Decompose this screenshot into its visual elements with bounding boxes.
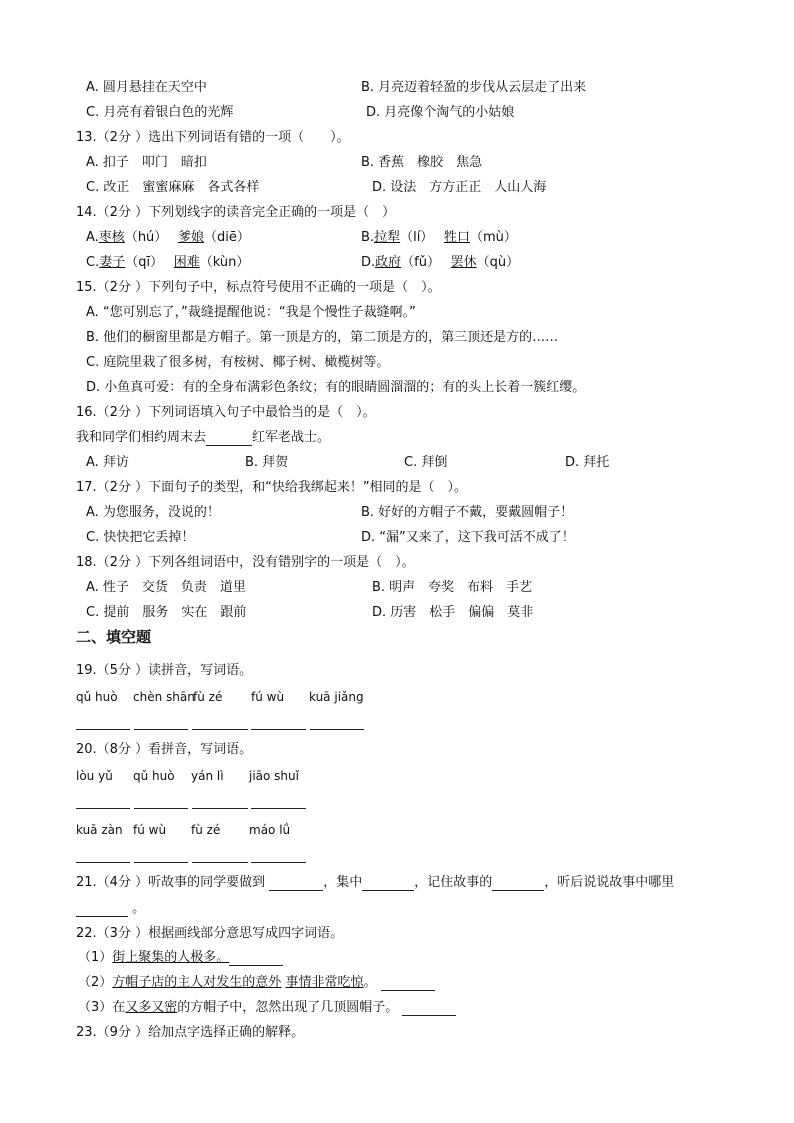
answer-line[interactable]: [134, 808, 188, 809]
item-number: （1）: [78, 950, 113, 965]
answer-line[interactable]: [310, 729, 364, 730]
q13-option-a[interactable]: A. 扣子 叩门 暗扣: [86, 155, 207, 170]
q19-pinyin-1: qǔ huò: [76, 690, 118, 704]
q20-pinyin-3: yán lì: [191, 769, 224, 783]
pinyin: （mù）: [469, 230, 517, 245]
option-letter: D.: [361, 255, 376, 270]
q17-option-d[interactable]: D. “漏”又来了，这下我可活不成了！: [361, 530, 575, 545]
q19-pinyin-2: chèn shān: [133, 690, 195, 704]
underlined-text: 街上聚集的人极多。: [112, 950, 230, 965]
q13-stem: 13.（2分 ）选出下列词语有错的一项（ ）。: [76, 130, 350, 145]
answer-line[interactable]: [134, 729, 188, 730]
q14-option-c[interactable]: [86, 255, 249, 271]
pinyin: （qī）: [125, 255, 174, 270]
q20-pinyin-5: kuā zàn: [76, 823, 123, 837]
q18-stem: 18.（2分 ）下列各组词语中，没有错别字的一项是（ ）。: [76, 555, 415, 570]
q20-pinyin-2: qǔ huò: [133, 769, 175, 783]
q21-text-4: ，听后说说故事中哪里: [544, 875, 675, 890]
q17-option-a[interactable]: A. 为您服务，没说的！: [86, 505, 220, 520]
item-number: （2）: [78, 975, 113, 990]
q13-option-c[interactable]: C. 改正 蜜蜜麻麻 各式各样: [86, 180, 260, 195]
section-heading-fill-in: 二、填空题: [76, 628, 152, 646]
option-letter: A.: [86, 230, 99, 245]
q20-pinyin-4: jiāo shuǐ: [249, 769, 299, 783]
answer-line[interactable]: [76, 862, 130, 863]
q20-pinyin-6: fú wù: [133, 823, 167, 837]
q23-stem: 23.（9分 ）给加点字选择正确的解释。: [76, 1025, 305, 1040]
underlined-text: 方帽子店的主人对发生的意外: [112, 975, 282, 990]
answer-blank[interactable]: [269, 877, 323, 891]
answer-blank[interactable]: [229, 952, 283, 966]
q14-stem: 14.（2分 ）下列划线字的读音完全正确的一项是（ ）: [76, 205, 396, 220]
underlined-word: 困难: [173, 255, 200, 270]
sentence-rest: 的方帽子中，忽然出现了几顶圆帽子。: [177, 1000, 399, 1015]
q14-option-d[interactable]: [361, 255, 519, 271]
q21-text-1: 21.（4分 ）听故事的同学要做到: [76, 875, 266, 890]
pinyin: （kùn）: [199, 255, 250, 270]
q22-item-1: [78, 950, 283, 966]
answer-blank[interactable]: [362, 877, 414, 891]
q22-item-3: [78, 1000, 456, 1016]
q21-line-1: [76, 875, 674, 891]
sentence-end: 红军老战士。: [252, 430, 331, 445]
option-letter: C.: [86, 255, 100, 270]
answer-line[interactable]: [76, 729, 130, 730]
underlined-word: 牲口: [443, 230, 470, 245]
underlined-text: 又多又密: [125, 1000, 178, 1015]
q12-option-c[interactable]: C. 月亮有着银白色的光辉: [86, 105, 234, 120]
q21-text-2: ，集中: [323, 875, 363, 890]
answer-line[interactable]: [251, 729, 306, 730]
q20-pinyin-8: máo lǘ: [249, 823, 291, 837]
q17-stem: 17.（2分 ）下面句子的类型，和“快给我绑起来！”相同的是（ ）。: [76, 480, 468, 495]
pinyin: （hú）: [124, 230, 178, 245]
answer-line[interactable]: [134, 862, 188, 863]
underlined-word: 政府: [375, 255, 402, 270]
answer-blank[interactable]: [206, 432, 252, 446]
q20-pinyin-1: lòu yǔ: [76, 769, 113, 783]
q16-option-d[interactable]: D. 拜托: [565, 455, 610, 470]
q14-option-b[interactable]: [361, 230, 517, 246]
q20-stem: 20.（8分 ）看拼音，写词语。: [76, 742, 253, 757]
q19-pinyin-3: fù zé: [193, 690, 223, 704]
q16-stem: 16.（2分 ）下列词语填入句子中最恰当的是（ ）。: [76, 405, 376, 420]
q14-option-a[interactable]: [86, 230, 250, 246]
answer-blank[interactable]: [76, 903, 128, 917]
item-number: （3）在: [78, 1000, 126, 1015]
q15-option-a[interactable]: A. “您可别忘了，”裁缝提醒他说：“我是个慢性子裁缝啊。”: [86, 305, 416, 320]
underlined-word: 枣核: [98, 230, 125, 245]
q13-option-d[interactable]: D. 设法 方方正正 人山人海: [372, 180, 547, 195]
q16-option-c[interactable]: C. 拜倒: [404, 455, 448, 470]
q21-text-5: 。: [132, 901, 146, 916]
q12-option-b[interactable]: B. 月亮迈着轻盈的步伐从云层走了出来: [361, 80, 587, 95]
punctuation: 。: [363, 975, 377, 990]
q19-pinyin-4: fú wù: [251, 690, 285, 704]
answer-line[interactable]: [251, 808, 306, 809]
q22-stem: 22.（3分 ）根据画线部分意思写成四字词语。: [76, 926, 344, 941]
q17-option-c[interactable]: C. 快快把它丢掉！: [86, 530, 195, 545]
q18-option-c[interactable]: C. 提前 服务 实在 跟前: [86, 605, 247, 620]
answer-line[interactable]: [192, 862, 248, 863]
q19-pinyin-5: kuā jiǎng: [309, 690, 364, 704]
answer-line[interactable]: [251, 862, 306, 863]
q16-option-b[interactable]: B. 拜贺: [245, 455, 289, 470]
q17-option-b[interactable]: B. 好好的方帽子不戴，要戴圆帽子！: [361, 505, 574, 520]
answer-blank[interactable]: [492, 877, 544, 891]
pinyin: （diē）: [203, 230, 250, 245]
option-letter: B.: [361, 230, 375, 245]
underlined-word: 妻子: [99, 255, 126, 270]
q15-stem: 15.（2分 ）下列句子中，标点符号使用不正确的一项是（ ）。: [76, 280, 441, 295]
q19-stem: 19.（5分 ）读拼音，写词语。: [76, 663, 253, 678]
q18-option-a[interactable]: A. 性子 交货 负责 道里: [86, 580, 246, 595]
pinyin: （lí）: [400, 230, 444, 245]
q15-option-d[interactable]: D. 小鱼真可爱：有的全身布满彩色条纹；有的眼睛圆溜溜的；有的头上长着一簇红缨。: [86, 380, 586, 395]
sentence-start: 我和同学们相约周末去: [76, 430, 207, 445]
q21-text-3: ，记住故事的: [414, 875, 493, 890]
underlined-word: 拉犁: [374, 230, 401, 245]
answer-line[interactable]: [192, 729, 248, 730]
q12-option-d[interactable]: D. 月亮像个淘气的小姑娘: [366, 105, 515, 120]
underlined-word: 爹娘: [177, 230, 204, 245]
pinyin: （fǔ）: [401, 255, 451, 270]
q20-pinyin-7: fù zé: [191, 823, 221, 837]
q13-option-b[interactable]: B. 香蕉 橡胶 焦急: [361, 155, 483, 170]
answer-blank[interactable]: [402, 1002, 456, 1016]
answer-blank[interactable]: [381, 977, 435, 991]
q21-line-2: [76, 901, 145, 917]
pinyin: （qù）: [476, 255, 520, 270]
q16-option-a[interactable]: A. 拜访: [86, 455, 129, 470]
q16-sentence: [76, 430, 330, 446]
q18-option-d[interactable]: D. 历害 松手 偏偏 莫非: [372, 605, 534, 620]
underlined-word: 罢休: [450, 255, 477, 270]
underlined-text: 事情非常吃惊: [285, 975, 364, 990]
q18-option-b[interactable]: B. 明声 夸奖 布料 手艺: [372, 580, 533, 595]
q15-option-b[interactable]: B. 他们的橱窗里都是方帽子。第一顶是方的，第二顶是方的，第三顶还是方的……: [86, 330, 559, 345]
answer-line[interactable]: [192, 808, 248, 809]
q22-item-2: [78, 975, 435, 991]
q12-option-a[interactable]: A. 圆月悬挂在天空中: [86, 80, 207, 95]
answer-line[interactable]: [76, 808, 130, 809]
q15-option-c[interactable]: C. 庭院里栽了很多树，有桉树、椰子树、橄榄树等。: [86, 355, 390, 370]
